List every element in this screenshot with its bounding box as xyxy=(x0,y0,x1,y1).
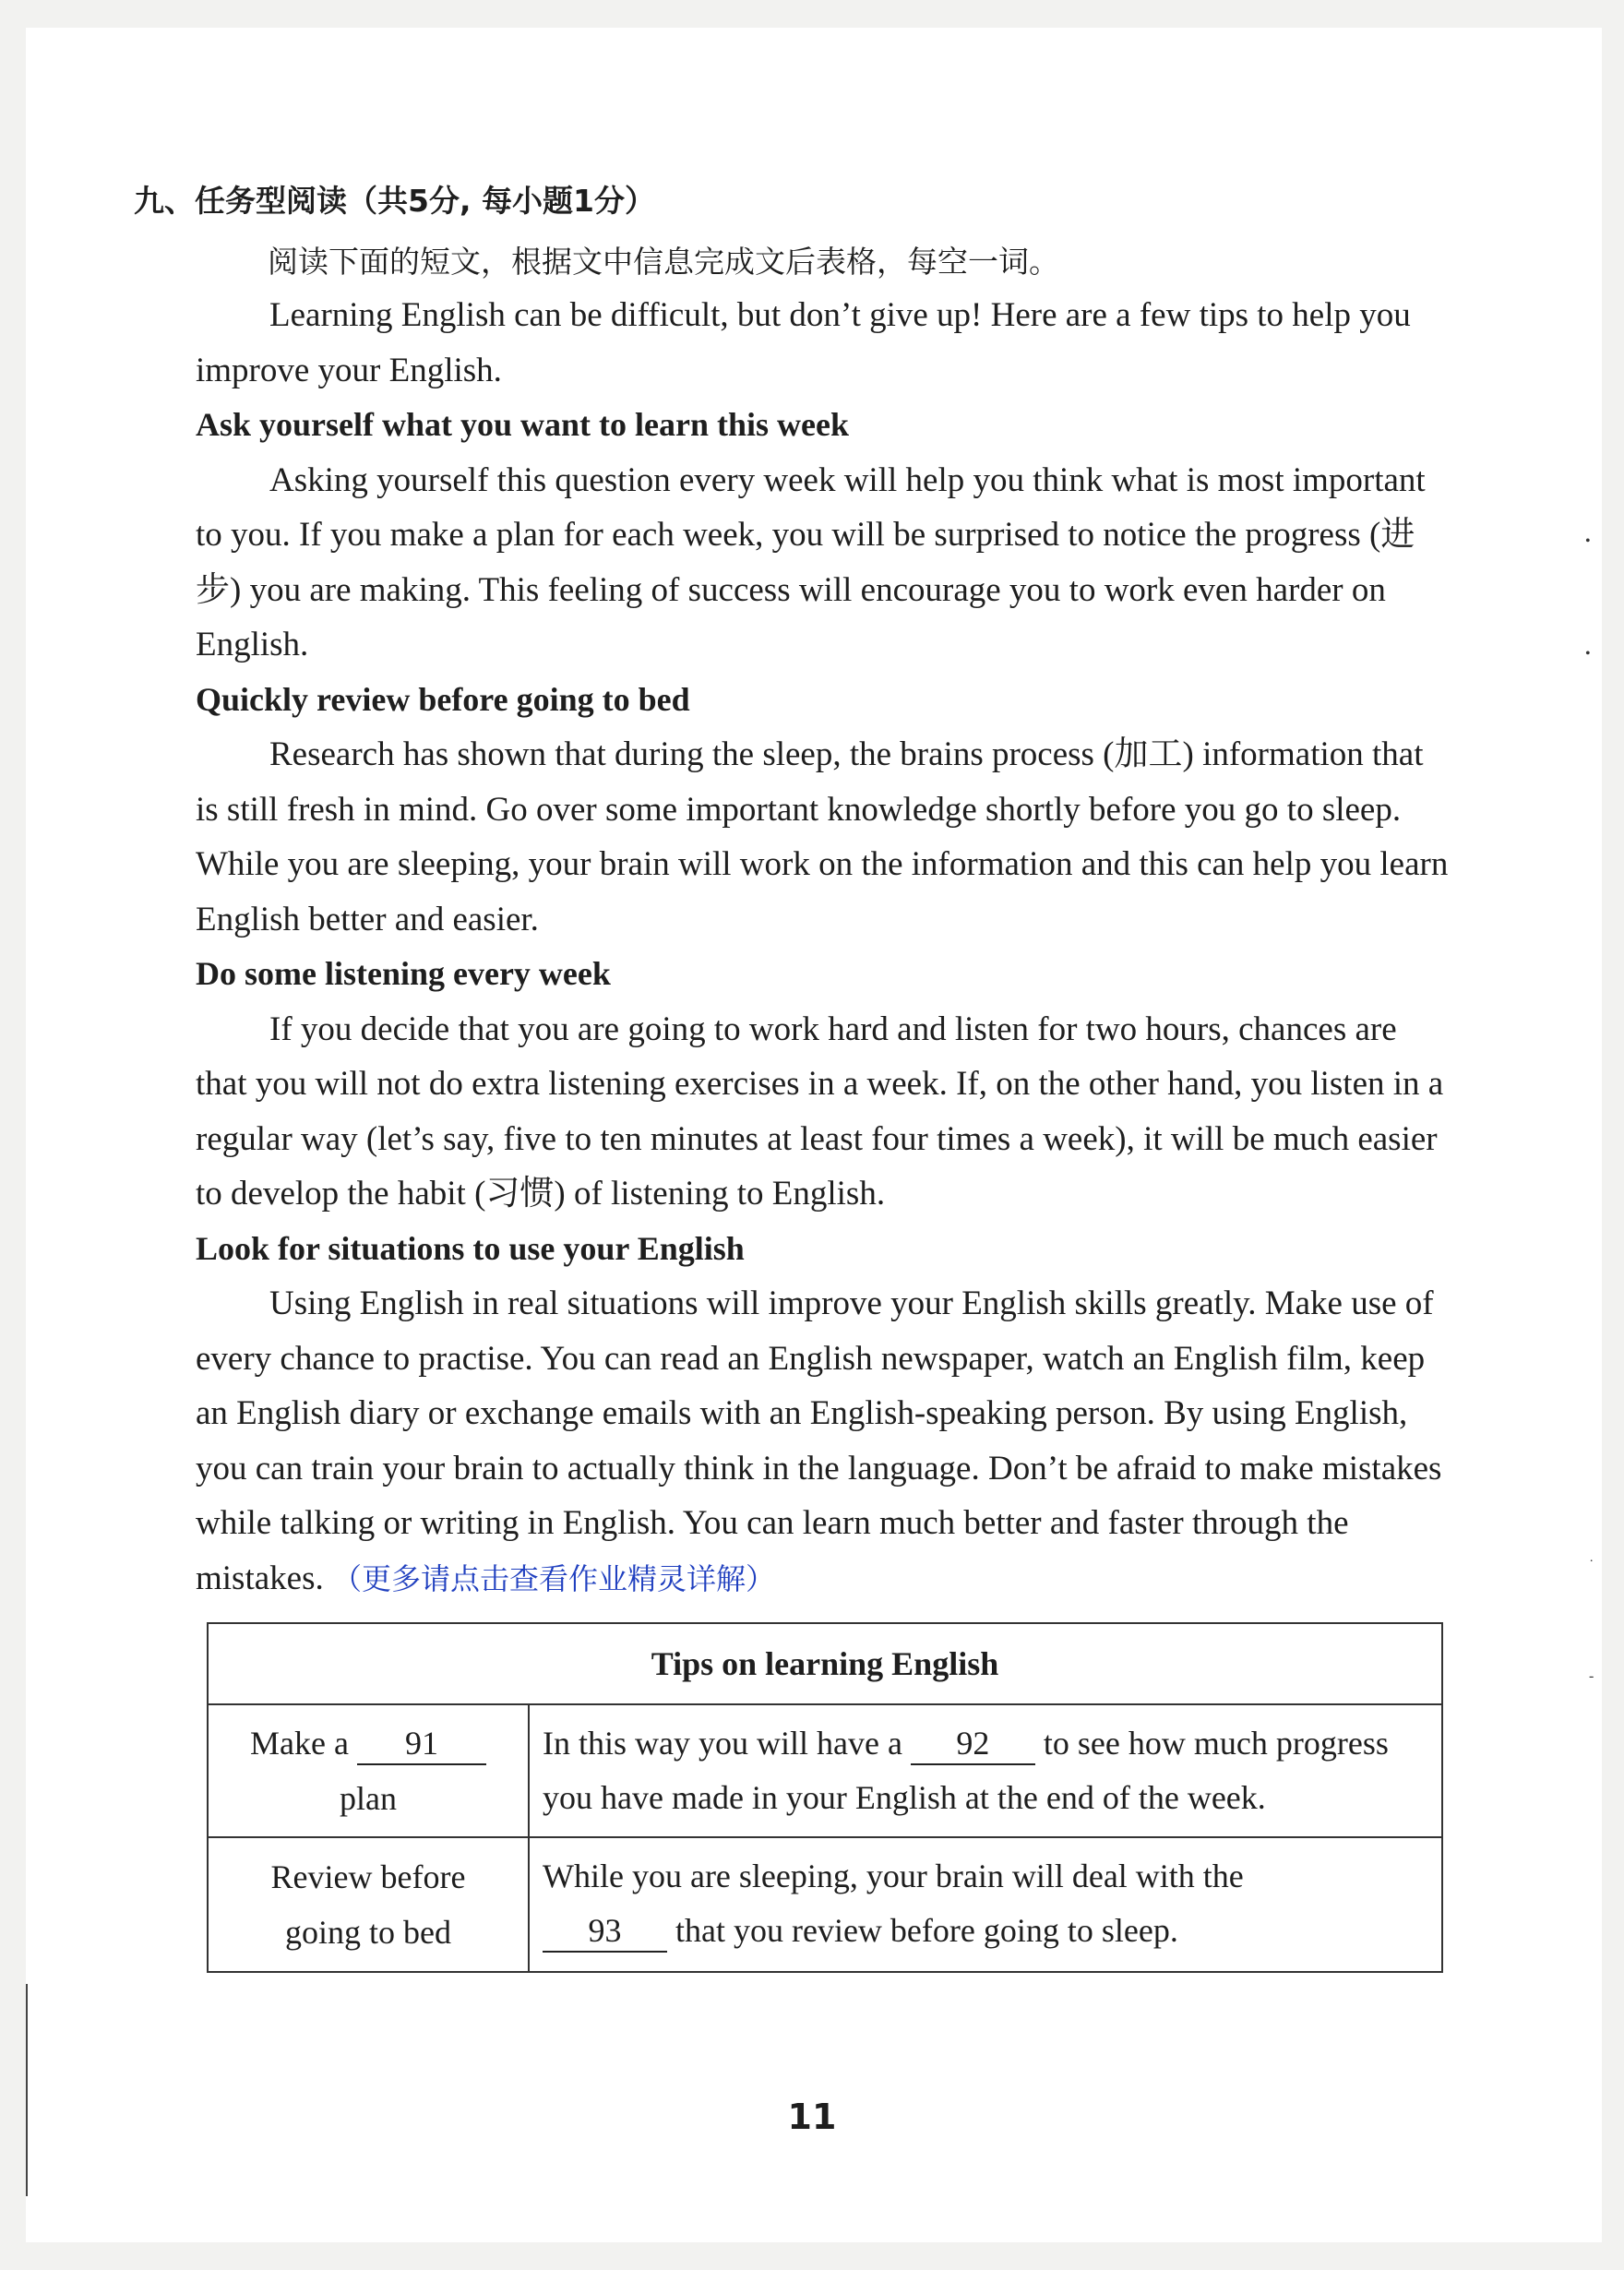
row1-tip-post: plan xyxy=(340,1780,397,1817)
blank-93: 93 xyxy=(543,1910,667,1953)
passage-heading-2: Quickly review before going to bed xyxy=(196,680,690,718)
page-number: 11 xyxy=(787,2097,837,2137)
row1-detail-pre: In this way you will have a xyxy=(543,1725,902,1762)
row2-tip-line1: Review before xyxy=(270,1858,466,1895)
instruction-text: 阅读下面的短文，根据文中信息完成文后表格，每空一词。 xyxy=(268,244,1059,280)
passage-heading-1: Ask yourself what you want to learn this week xyxy=(196,406,850,443)
passage-paragraph-4 xyxy=(196,1276,1451,1607)
passage-paragraph-1: Asking yourself this question every week will help you think what is most important to you. If you make a plan for each week, you will be surprised to notice the progress (进步) you are making. This feeling of success will encourage you to work even harder on English. xyxy=(196,460,1426,663)
passage-intro: Learning English can be difficult, but don’t give up! Here are a few tips to help you improve your English. xyxy=(196,296,1411,389)
section-title: 九、任务型阅读（共5分, 每小题1分） xyxy=(134,183,655,219)
passage-paragraph-3: If you decide that you are going to work hard and listen for two hours, chances are that you will not do extra listening exercises in a week. If, on the other hand, you listen in a regular way (let’s say, five to ten minutes at least four times a week), it will be much easier to develop the habit (习惯) of listening to English. xyxy=(196,1010,1444,1213)
blank-91: 91 xyxy=(357,1723,486,1765)
tips-table xyxy=(207,1622,1443,1973)
table-row xyxy=(208,1837,1442,1972)
passage-heading-4: Look for situations to use your English xyxy=(196,1229,745,1267)
row1-tip-cell xyxy=(208,1704,529,1837)
row1-tip-pre: Make a xyxy=(250,1725,349,1762)
row2-tip-cell xyxy=(208,1837,529,1972)
more-details-link[interactable]: （更多请点击查看作业精灵详解） xyxy=(331,1560,775,1596)
scan-mark: • xyxy=(1585,533,1591,549)
scan-mark: ˙ xyxy=(1589,1558,1594,1573)
passage-heading-3: Do some listening every week xyxy=(196,955,611,992)
scan-edge-line xyxy=(26,1984,28,2196)
table-row xyxy=(208,1704,1442,1837)
scan-mark: • xyxy=(1585,646,1591,662)
scan-mark: - xyxy=(1589,1668,1594,1684)
row1-detail-cell xyxy=(529,1704,1442,1837)
row2-tip-line2: going to bed xyxy=(285,1914,451,1951)
passage-paragraph-2: Research has shown that during the sleep, the brains process (加工) information that is still fresh in mind. Go over some important knowledge shortly before you go to sleep. While you are sleeping, your brain will work on the information and this can help you learn English better and easier. xyxy=(196,735,1449,938)
passage-paragraph-4-text: Using English in real situations will improve your English skills greatly. Make use of every chance to practise. You can read an English newspaper, watch an English film, keep an English diary or exchange emails with an English-speaking person. By using English, you can train your brain to actually think in the language. Don’t be afraid to make mistakes while talking or writing in English. You can learn much better and faster through the mistakes. xyxy=(196,1284,1442,1597)
passage xyxy=(196,288,1451,1607)
row2-detail-pre: While you are sleeping, your brain will deal with the xyxy=(543,1858,1244,1894)
blank-92: 92 xyxy=(911,1723,1035,1765)
table-title: Tips on learning English xyxy=(208,1623,1442,1704)
row1-detail-post: to see how much progress you have made in your English at the end of the week. xyxy=(543,1725,1389,1816)
row2-detail-post: that you review before going to sleep. xyxy=(675,1912,1178,1949)
row2-detail-cell xyxy=(529,1837,1442,1972)
